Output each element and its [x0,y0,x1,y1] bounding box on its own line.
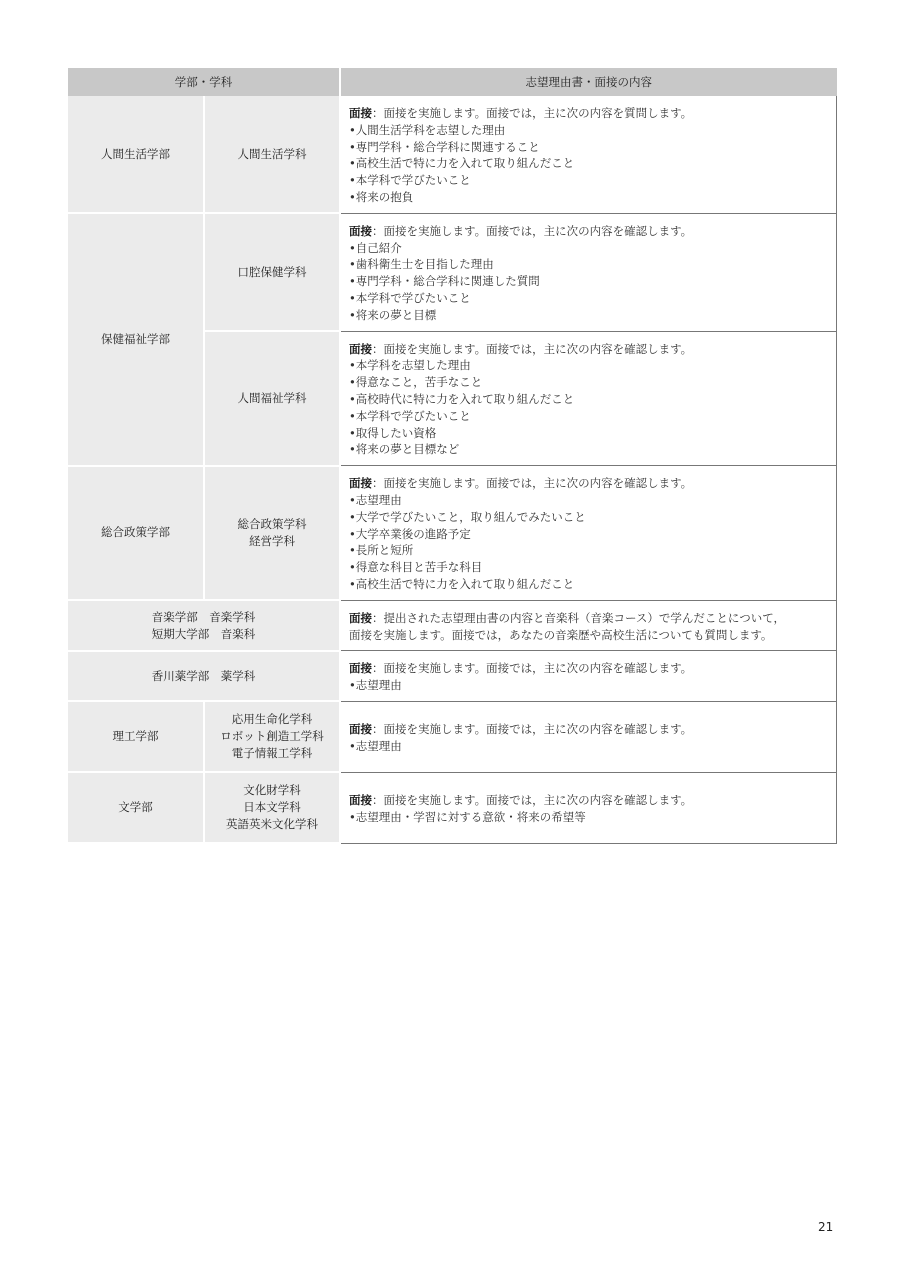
table-row [68,466,837,601]
table-row [68,213,837,331]
interview-bullet: •歯科衛生士を目指した理由 [349,257,494,272]
interview-bullet: •将来の夢と目標 [349,307,437,322]
interview-bullet: •得意な科目と苦手な科目 [349,560,483,575]
faculty-department-name: 短期大学部 音楽科 [151,626,256,641]
header-interview-content: 志望理由書・面接の内容 [340,68,837,96]
department-cell [204,96,340,213]
interview-intro-line [349,341,828,358]
faculty-name: 文学部 [118,800,153,815]
department-name: 電子情報工学科 [231,746,313,761]
interview-bullet: •高校生活で特に力を入れて取り組んだこと [349,156,575,171]
department-cell [204,466,340,601]
interview-intro-line [349,660,828,677]
interview-text-line: 面接を実施します。面接では，あなたの音楽歴や高校生活についても質問します。 [349,627,773,642]
faculty-cell [68,772,204,843]
faculty-name: 人間生活学部 [101,146,170,161]
interview-bullet: •本学科で学びたいこと [349,173,471,188]
interview-bullet: •大学卒業後の進路予定 [349,526,471,541]
interview-bullet: •将来の夢と目標など [349,442,460,457]
interview-label: 面接 [349,722,372,737]
faculty-cell [68,96,204,213]
department-name: 応用生命化学科 [231,712,313,727]
interview-intro-line [349,610,828,627]
interview-bullet: •志望理由 [349,738,402,753]
faculty-department-cell [68,651,340,702]
faculty-name: 理工学部 [112,729,159,744]
header-faculty-department: 学部・学科 [68,68,340,96]
interview-content [340,96,837,213]
interview-intro-line [349,105,828,122]
interview-bullet: •志望理由 [349,678,402,693]
interview-intro: ：面接を実施します。面接では，主に次の内容を確認します。 [372,476,693,491]
department-name: 人間福祉学科 [237,390,307,405]
table-row [68,96,837,213]
faculty-cell [68,701,204,772]
interview-bullet: •本学科を志望した理由 [349,358,471,373]
interview-intro: ：面接を実施します。面接では，主に次の内容を確認します。 [372,722,693,737]
department-cell [204,213,340,331]
table-row [68,701,837,772]
table-header-row [68,68,837,96]
interview-label: 面接 [349,661,372,676]
page-number: 21 [818,1220,834,1234]
interview-bullet: •専門学科・総合学科に関連した質問 [349,274,540,289]
department-name: 口腔保健学科 [237,264,307,279]
department-cell [204,772,340,843]
interview-intro: ：面接を実施します。面接では，主に次の内容を確認します。 [372,661,693,676]
faculty-department-cell [68,600,340,651]
department-name: 文化財学科 [243,783,301,798]
interview-intro-line [349,475,828,492]
interview-intro: ：面接を実施します。面接では，主に次の内容を確認します。 [372,223,693,238]
interview-bullet: •高校生活で特に力を入れて取り組んだこと [349,576,575,591]
faculty-department-name: 音楽学部 音楽学科 [151,609,256,624]
interview-bullet: •高校時代に特に力を入れて取り組んだこと [349,391,575,406]
interview-bullet: •志望理由 [349,492,402,507]
interview-intro-line [349,792,828,809]
interview-bullet: •長所と短所 [349,543,414,558]
faculty-cell [68,466,204,601]
table-row [68,651,837,702]
interview-table [68,68,837,844]
interview-bullet: •人間生活学科を志望した理由 [349,122,506,137]
faculty-department-name: 香川薬学部 薬学科 [151,668,256,683]
interview-bullet: •取得したい資格 [349,425,437,440]
interview-bullet: •自己紹介 [349,240,402,255]
interview-intro: ：提出された志望理由書の内容と音楽科（音楽コース）で学んだことについて， [372,610,785,625]
interview-content [340,213,837,331]
faculty-cell [68,213,204,465]
interview-content [340,772,837,843]
faculty-name: 総合政策学部 [101,525,170,540]
interview-bullet: •志望理由・学習に対する意欲・将来の希望等 [349,809,586,824]
interview-content [340,466,837,601]
department-name: 経営学科 [249,533,295,548]
interview-content [340,701,837,772]
table-row [68,772,837,843]
table-row [68,600,837,651]
interview-content [340,651,837,702]
department-name: 総合政策学科 [237,516,307,531]
interview-label: 面接 [349,223,372,238]
interview-bullet: •大学で学びたいこと，取り組んでみたいこと [349,509,586,524]
interview-intro: ：面接を実施します。面接では，主に次の内容を確認します。 [372,341,693,356]
interview-label: 面接 [349,106,372,120]
interview-intro: ：面接を実施します。面接では，主に次の内容を確認します。 [372,793,693,808]
interview-intro-line [349,721,828,738]
department-name: 英語英米文化学科 [226,817,318,832]
department-cell [204,331,340,466]
interview-label: 面接 [349,476,372,491]
interview-bullet: •将来の抱負 [349,189,414,204]
department-cell [204,701,340,772]
interview-bullet: •本学科で学びたいこと [349,290,471,305]
interview-bullet: •本学科で学びたいこと [349,408,471,423]
interview-intro: ：面接を実施します。面接では，主に次の内容を質問します。 [372,106,693,120]
interview-label: 面接 [349,341,372,356]
department-name: 人間生活学科 [237,146,307,161]
department-name: ロボット創造工学科 [220,729,324,744]
interview-content [340,331,837,466]
department-name: 日本文学科 [243,800,301,815]
interview-label: 面接 [349,610,372,625]
interview-content [340,600,837,651]
interview-label: 面接 [349,793,372,808]
interview-bullet: •得意なこと，苦手なこと [349,375,483,390]
interview-intro-line [349,223,828,240]
faculty-name: 保健福祉学部 [101,331,170,346]
interview-bullet: •専門学科・総合学科に関連すること [349,139,540,154]
